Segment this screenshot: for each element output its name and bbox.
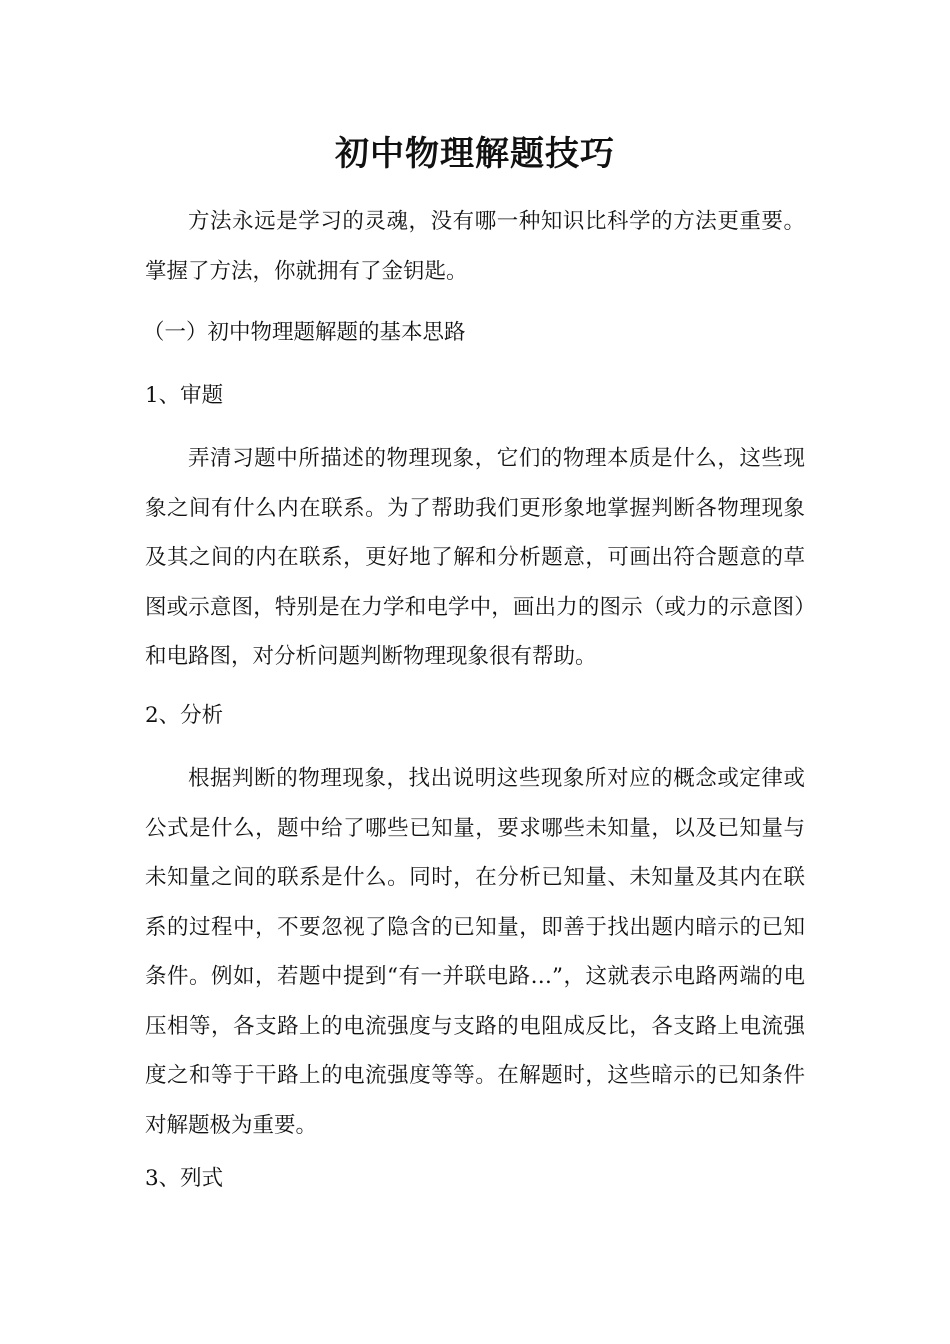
step-body-analysis: 根据判断的物理现象，找出说明这些现象所对应的概念或定律或公式是什么，题中给了哪些已知量，要求哪些未知量，以及已知量与未知量之间的联系是什么。同时，在分析已知量、未知量及其内在联系的过程中，不要忽视了隐含的已知量，即善于找出题内暗示的已知条件。例如，若题中提到“有一并联电路…”，这就表示电路两端的电压相等，各支路上的电流强度与支路的电阻成反比，各支路上电流强度之和等于干路上的电流强度等等。在解题时，这些暗示的已知条件对解题极为重要。 — [145, 766, 805, 1138]
step-heading-analysis: 2、分析 — [145, 703, 224, 728]
document-title: 初中物理解题技巧 — [335, 134, 615, 174]
section-heading: （一）初中物理题解题的基本思路 — [143, 320, 466, 345]
intro-paragraph: 方法永远是学习的灵魂，没有哪一种知识比科学的方法更重要。掌握了方法，你就拥有了金钥匙。 — [145, 209, 805, 284]
step-heading-formula: 3、列式 — [145, 1166, 224, 1191]
step-body-review: 弄清习题中所描述的物理现象，它们的物理本质是什么，这些现象之间有什么内在联系。为了帮助我们更形象地掌握判断各物理现象及其之间的内在联系，更好地了解和分析题意，可画出符合题意的草图或示意图，特别是在力学和电学中，画出力的图示（或力的示意图）和电路图，对分析问题判断物理现象很有帮助。 — [145, 446, 805, 669]
step-heading-review: 1、审题 — [145, 383, 224, 408]
